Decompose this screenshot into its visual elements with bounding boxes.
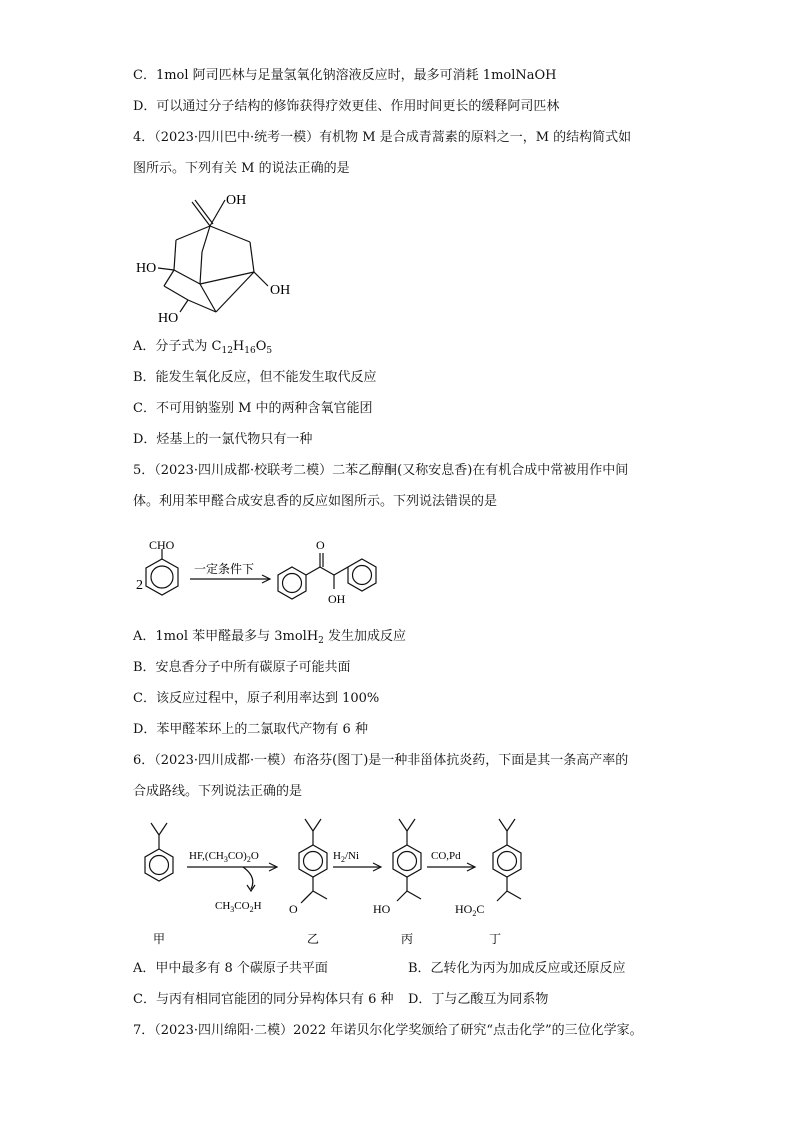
q3-option-c: C．1mol 阿司匹林与足量氢氧化钠溶液反应时，最多可消耗 1molNaOH	[133, 68, 557, 83]
q6-stem-line2: 合成路线。下列说法正确的是	[133, 784, 303, 799]
q7-stem-line1: 7．（2023·四川绵阳·二模）2022 年诺贝尔化学奖颁给了研究“点击化学”的三位化学家。	[133, 1023, 643, 1038]
q6-alcohol-ho-label: HO	[373, 902, 391, 916]
q6-reagent2-label: $H_2/Ni$	[333, 850, 360, 864]
q4-option-b: B．能发生氧化反应，但不能发生取代反应	[133, 370, 377, 385]
q6-label-yi: 乙	[307, 932, 320, 946]
q5-carbonyl-o-label: O	[316, 538, 325, 552]
q5-coefficient: 2	[136, 578, 143, 593]
q4-stem-line1: 4．（2023·四川巴中·统考一模）有机物 M 是合成青蒿素的原料之一，M 的结构简式如	[133, 130, 632, 145]
q4-oh-bottom-label: HO	[158, 311, 179, 326]
q6-byproduct-label: $CH_3CO_2H$	[215, 900, 262, 914]
q6-label-bing: 丙	[401, 932, 414, 946]
q5-stem-line1: 5．（2023·四川成都·校联考二模）二苯乙醇酮(又称安息香)在有机合成中常被用作中间	[133, 463, 629, 478]
q3-option-d: D．可以通过分子结构的修饰获得疗效更佳、作用时间更长的缓释阿司匹林	[133, 99, 560, 114]
q6-synthesis-route-figure	[135, 815, 555, 950]
q5-option-c: C．该反应过程中，原子利用率达到 100%	[133, 691, 380, 706]
q5-option-a: A．1mol 苯甲醛最多与 3molH$_2$ 发生加成反应	[133, 629, 407, 646]
q4-oh-right-label: OH	[270, 283, 291, 298]
q4-option-c: C．不可用钠鉴别 M 中的两种含氧官能团	[133, 401, 373, 416]
q5-option-d: D．苯甲醛苯环上的二氯取代产物有 6 种	[133, 722, 368, 737]
q6-option-a: A．甲中最多有 8 个碳原子共平面	[133, 961, 328, 976]
q5-oh-label: OH	[328, 592, 346, 606]
q6-option-d: D．丁与乙酸互为同系物	[408, 992, 549, 1007]
q4-cooh-oh-label: OH	[226, 193, 247, 208]
q6-ketone-o-label: O	[289, 902, 298, 916]
q4-stem-line2: 图所示。下列有关 M 的说法正确的是	[133, 161, 350, 176]
q5-reaction-figure	[132, 533, 392, 609]
q6-acid-label: $HO_2C$	[455, 902, 485, 918]
q5-option-b: B．安息香分子中所有碳原子可能共面	[133, 660, 351, 675]
q6-reagent1-label: $HF,(CH_3CO)_2O$	[189, 850, 259, 864]
q4-option-d: D．烃基上的一氯代物只有一种	[133, 432, 313, 447]
q6-label-jia: 甲	[153, 932, 166, 946]
q4-structure-figure	[130, 188, 310, 328]
q4-oh-left-label: HO	[136, 261, 157, 276]
q6-option-c: C．与丙有相同官能团的同分异构体只有 6 种	[133, 992, 394, 1007]
q6-stem-line1: 6．（2023·四川成都·一模）布洛芬(图丁)是一种非甾体抗炎药，下面是其一条高产率的	[133, 753, 629, 768]
q4-option-a: A．分子式为 $C_{12}H_{16}O_5$	[133, 339, 273, 356]
q5-condition-label: 一定条件下	[194, 562, 255, 576]
q6-option-b: B．乙转化为丙为加成反应或还原反应	[408, 961, 626, 976]
q6-reagent3-label: CO,Pd	[431, 850, 461, 862]
q5-stem-line2: 体。利用苯甲醛合成安息香的反应如图所示。下列说法错误的是	[133, 494, 498, 509]
q5-cho-label: CHO	[149, 538, 175, 552]
q6-label-ding: 丁	[489, 932, 502, 946]
